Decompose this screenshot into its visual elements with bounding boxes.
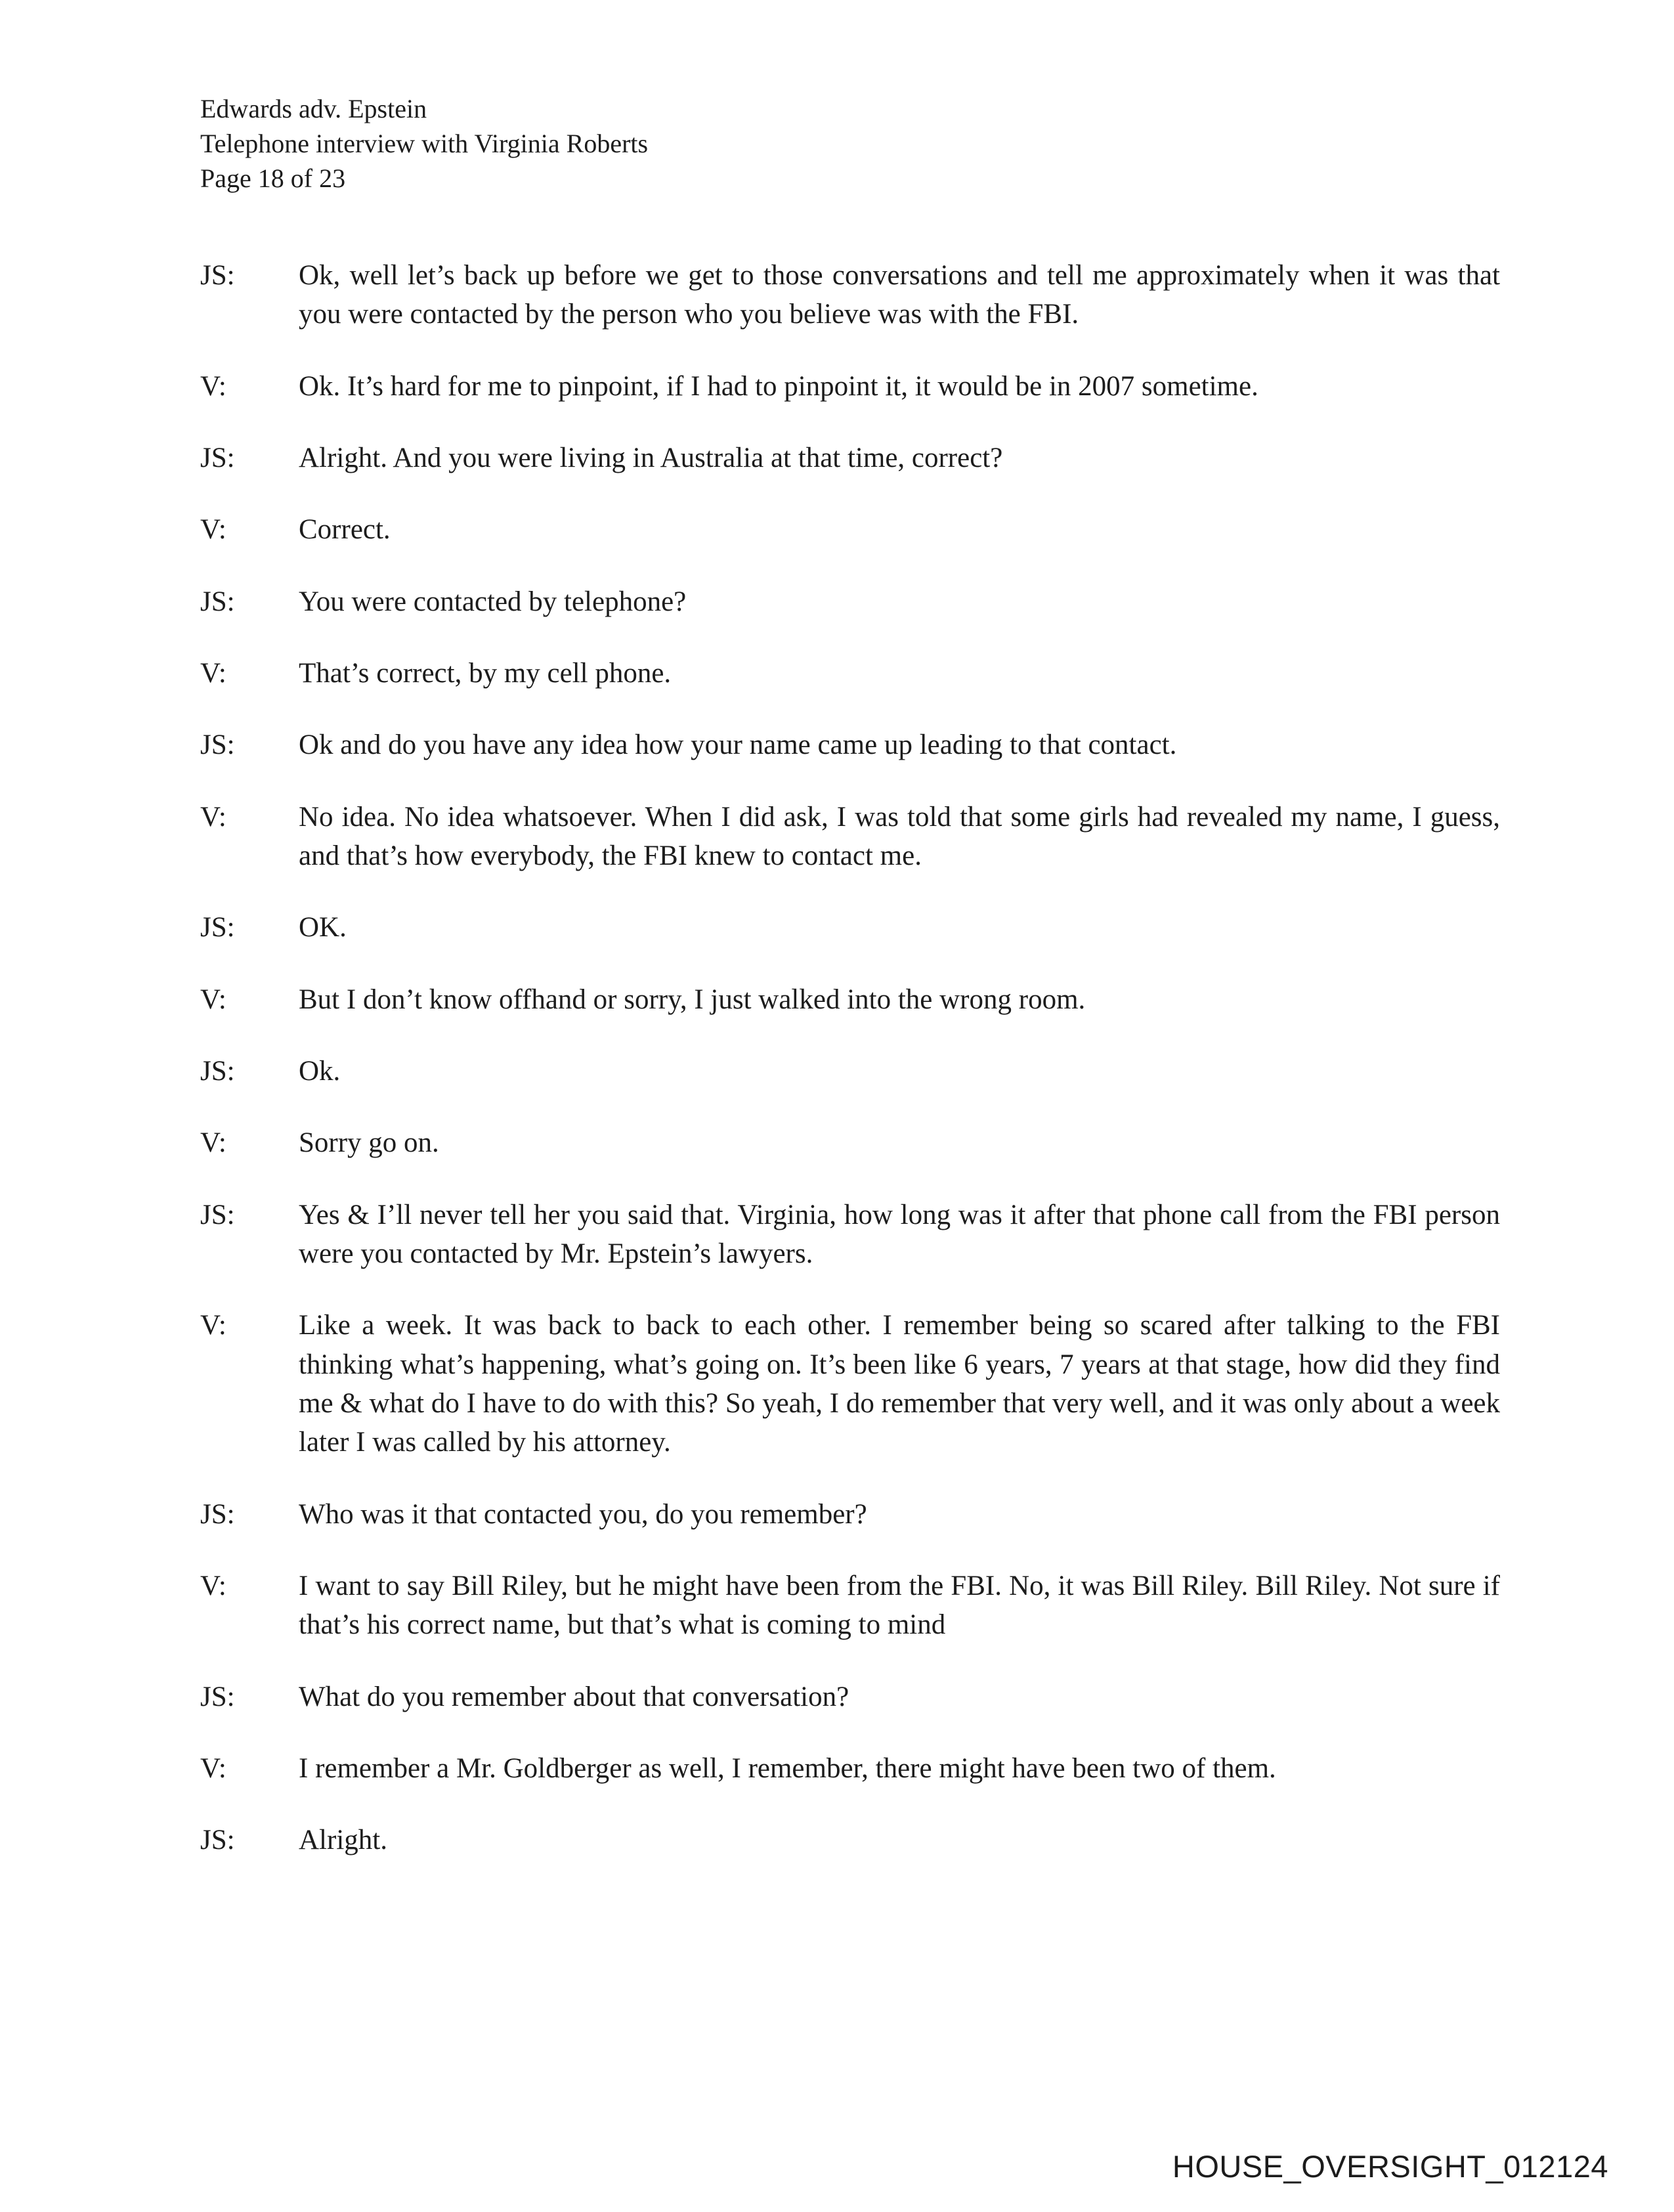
utterance-text: But I don’t know offhand or sorry, I just walked into the wrong room. bbox=[299, 984, 1086, 1015]
transcript-row bbox=[200, 1749, 1500, 1788]
utterance-text: Ok. bbox=[299, 1055, 341, 1087]
document-header bbox=[200, 92, 648, 196]
speaker-label: V: bbox=[200, 801, 226, 833]
transcript-row bbox=[200, 582, 1500, 621]
speaker-label: JS: bbox=[200, 442, 235, 473]
speaker-label: JS: bbox=[200, 260, 235, 291]
utterance-text: Sorry go on. bbox=[299, 1127, 439, 1159]
transcript-row bbox=[200, 980, 1500, 1019]
transcript-row bbox=[200, 510, 1500, 549]
utterance-text: Correct. bbox=[299, 514, 391, 546]
utterance-text: What do you remember about that conversation? bbox=[299, 1681, 849, 1712]
speaker-label: JS: bbox=[200, 912, 235, 943]
speaker-label: JS: bbox=[200, 1825, 235, 1856]
transcript-row bbox=[200, 367, 1500, 406]
speaker-label: JS: bbox=[200, 586, 235, 617]
utterance-text: I want to say Bill Riley, but he might have been from the FBI. No, it was Bill Riley. Bill Riley. Not sure if that’s his correct name, but that’s what is coming to mind bbox=[299, 1570, 1500, 1641]
speaker-label: V: bbox=[200, 657, 226, 689]
utterance-text: Yes & I’ll never tell her you said that. Virginia, how long was it after that phone call from the FBI person were you contacted by Mr. Epstein’s lawyers. bbox=[299, 1199, 1500, 1269]
header-document-title: Telephone interview with Virginia Roberts bbox=[200, 128, 649, 158]
transcript-row bbox=[200, 1306, 1500, 1462]
speaker-label: JS: bbox=[200, 1681, 235, 1712]
transcript-row bbox=[200, 1495, 1500, 1534]
utterance-text: Alright. And you were living in Australia at that time, correct? bbox=[299, 442, 1003, 473]
header-case-title: Edwards adv. Epstein bbox=[200, 94, 427, 123]
utterance-text: Like a week. It was back to back to each other. I remember being so scared after talking to the FBI thinking what’s happening, what’s going on. It’s been like 6 years, 7 years at that stage, how did they find me & what do I have to do with this? So yeah, I do remember that very well, and it was only about a week later I was called by his attorney. bbox=[299, 1310, 1500, 1458]
transcript-row bbox=[200, 439, 1500, 477]
utterance-text: Alright. bbox=[299, 1825, 387, 1856]
utterance-text: I remember a Mr. Goldberger as well, I remember, there might have been two of them. bbox=[299, 1752, 1276, 1784]
bates-stamp: HOUSE_OVERSIGHT_012124 bbox=[1172, 2149, 1608, 2184]
utterance-text: You were contacted by telephone? bbox=[299, 586, 687, 617]
utterance-text: Who was it that contacted you, do you remember? bbox=[299, 1498, 867, 1530]
speaker-label: V: bbox=[200, 1310, 226, 1341]
transcript-row bbox=[200, 1567, 1500, 1645]
transcript-row bbox=[200, 726, 1500, 764]
speaker-label: V: bbox=[200, 984, 226, 1015]
speaker-label: JS: bbox=[200, 1498, 235, 1530]
transcript-row bbox=[200, 1821, 1500, 1859]
utterance-text: That’s correct, by my cell phone. bbox=[299, 657, 672, 689]
speaker-label: JS: bbox=[200, 729, 235, 761]
transcript-row bbox=[200, 1196, 1500, 1274]
speaker-label: V: bbox=[200, 370, 226, 402]
transcript-row bbox=[200, 256, 1500, 334]
speaker-label: JS: bbox=[200, 1199, 235, 1230]
transcript bbox=[200, 256, 1500, 1893]
utterance-text: Ok. It’s hard for me to pinpoint, if I had to pinpoint it, it would be in 2007 sometime. bbox=[299, 370, 1258, 402]
header-page-number: Page 18 of 23 bbox=[200, 163, 346, 193]
transcript-row bbox=[200, 1123, 1500, 1162]
utterance-text: No idea. No idea whatsoever. When I did ask, I was told that some girls had revealed my name, I guess, and that’s how everybody, the FBI knew to contact me. bbox=[299, 801, 1500, 871]
utterance-text: Ok, well let’s back up before we get to those conversations and tell me approximately when it was that you were contacted by the person who you believe was with the FBI. bbox=[299, 260, 1500, 330]
transcript-row bbox=[200, 798, 1500, 876]
speaker-label: JS: bbox=[200, 1055, 235, 1087]
transcript-row bbox=[200, 1052, 1500, 1091]
utterance-text: OK. bbox=[299, 912, 347, 943]
transcript-row bbox=[200, 654, 1500, 693]
speaker-label: V: bbox=[200, 1127, 226, 1159]
transcript-row bbox=[200, 1678, 1500, 1716]
speaker-label: V: bbox=[200, 514, 226, 546]
speaker-label: V: bbox=[200, 1570, 226, 1601]
speaker-label: V: bbox=[200, 1752, 226, 1784]
transcript-row bbox=[200, 908, 1500, 947]
utterance-text: Ok and do you have any idea how your name came up leading to that contact. bbox=[299, 729, 1177, 761]
